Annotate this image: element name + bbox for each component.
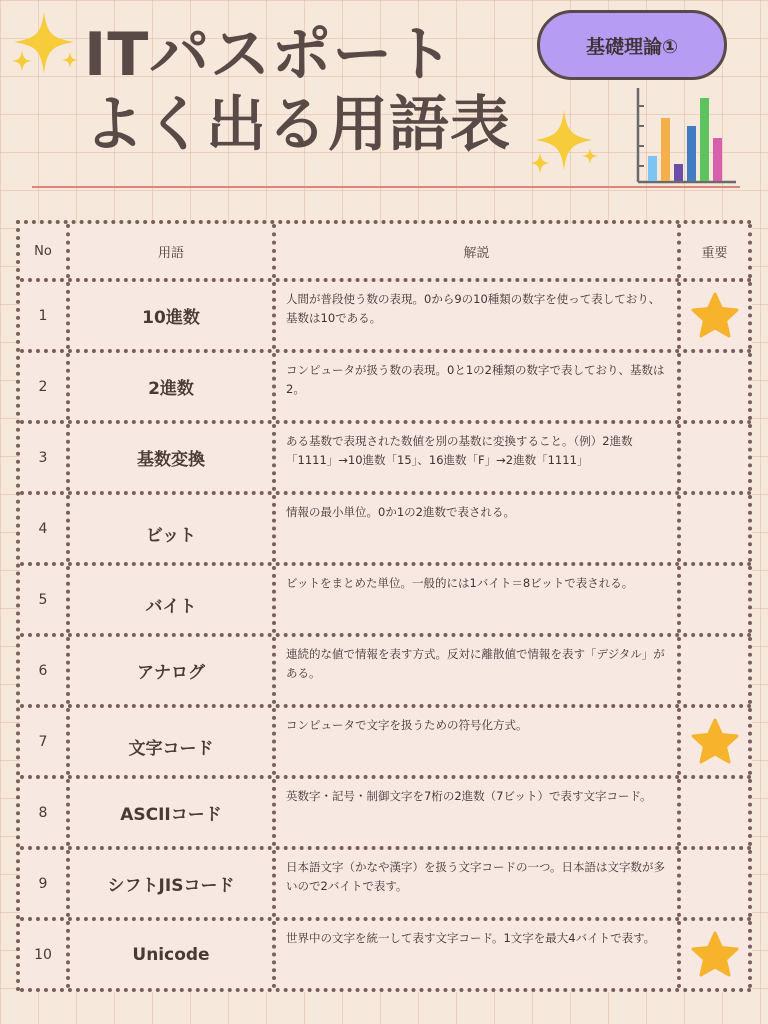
table-row	[20, 353, 752, 424]
row-number: 8	[20, 779, 70, 846]
row-description: 英数字・記号・制御文字を7桁の2進数（7ビット）で表す文字コード。	[276, 779, 681, 846]
row-description: 連続的な値で情報を表す方式。反対に離散値で情報を表す「デジタル」がある。	[276, 637, 681, 704]
row-term: ASCIIコード	[70, 779, 276, 846]
row-description: 世界中の文字を統一して表す文字コード。1文字を最大4バイトで表す。	[276, 921, 681, 988]
row-description: ある基数で表現された数値を別の基数に変換すること。（例）2進数「1111」→10進数「15」、16進数「F」→2進数「1111」	[276, 424, 681, 491]
row-importance	[681, 921, 752, 988]
row-term: 2進数	[70, 353, 276, 420]
divider	[32, 186, 740, 188]
row-term: 文字コード	[70, 708, 276, 775]
row-description: 日本語文字（かなや漢字）を扱う文字コードの一つ。日本語は文字数が多いので2バイトで表す。	[276, 850, 681, 917]
header-description: 解説	[276, 224, 681, 278]
table-row	[20, 850, 752, 921]
row-number: 1	[20, 282, 70, 349]
row-number: 4	[20, 495, 70, 562]
table-row	[20, 637, 752, 708]
category-badge: 基礎理論①	[537, 10, 727, 80]
row-description: 情報の最小単位。0か1の2進数で表される。	[276, 495, 681, 562]
row-term: 10進数	[70, 282, 276, 349]
header-importance: 重要	[681, 224, 752, 278]
row-number: 10	[20, 921, 70, 988]
table-row	[20, 779, 752, 850]
row-number: 9	[20, 850, 70, 917]
row-importance	[681, 495, 752, 562]
sparkle-icon	[4, 4, 84, 84]
row-importance	[681, 637, 752, 704]
row-importance	[681, 708, 752, 775]
row-importance	[681, 566, 752, 633]
table-row	[20, 495, 752, 566]
row-description: ビットをまとめた単位。一般的には1バイト＝8ビットで表される。	[276, 566, 681, 633]
row-importance	[681, 424, 752, 491]
star-icon	[690, 292, 740, 340]
row-term: ビット	[70, 495, 276, 562]
row-importance	[681, 779, 752, 846]
table-row	[20, 282, 752, 353]
row-term: バイト	[70, 566, 276, 633]
row-term: 基数変換	[70, 424, 276, 491]
row-number: 3	[20, 424, 70, 491]
row-term: Unicode	[70, 921, 276, 988]
header-no: No	[20, 224, 70, 278]
row-number: 2	[20, 353, 70, 420]
row-importance	[681, 282, 752, 349]
header-term: 用語	[70, 224, 276, 278]
row-term: アナログ	[70, 637, 276, 704]
row-description: コンピュータが扱う数の表現。0と1の2種類の数字で表しており、基数は2。	[276, 353, 681, 420]
page-title	[84, 20, 544, 160]
glossary-table	[16, 220, 752, 992]
row-number: 5	[20, 566, 70, 633]
table-row	[20, 424, 752, 495]
title-line-2: よく出る用語表	[84, 90, 511, 160]
star-icon	[690, 931, 740, 979]
title-line-1: ITパスポート	[84, 20, 455, 90]
table-row	[20, 921, 752, 992]
row-description: コンピュータで文字を扱うための符号化方式。	[276, 708, 681, 775]
row-importance	[681, 850, 752, 917]
bar-chart-icon	[628, 86, 740, 186]
row-importance	[681, 353, 752, 420]
row-term: シフトJISコード	[70, 850, 276, 917]
row-number: 7	[20, 708, 70, 775]
star-icon	[690, 718, 740, 766]
table-row	[20, 708, 752, 779]
table-header-row	[20, 224, 752, 282]
row-description: 人間が普段使う数の表現。0から9の10種類の数字を使って表しており、基数は10である。	[276, 282, 681, 349]
table-row	[20, 566, 752, 637]
row-number: 6	[20, 637, 70, 704]
